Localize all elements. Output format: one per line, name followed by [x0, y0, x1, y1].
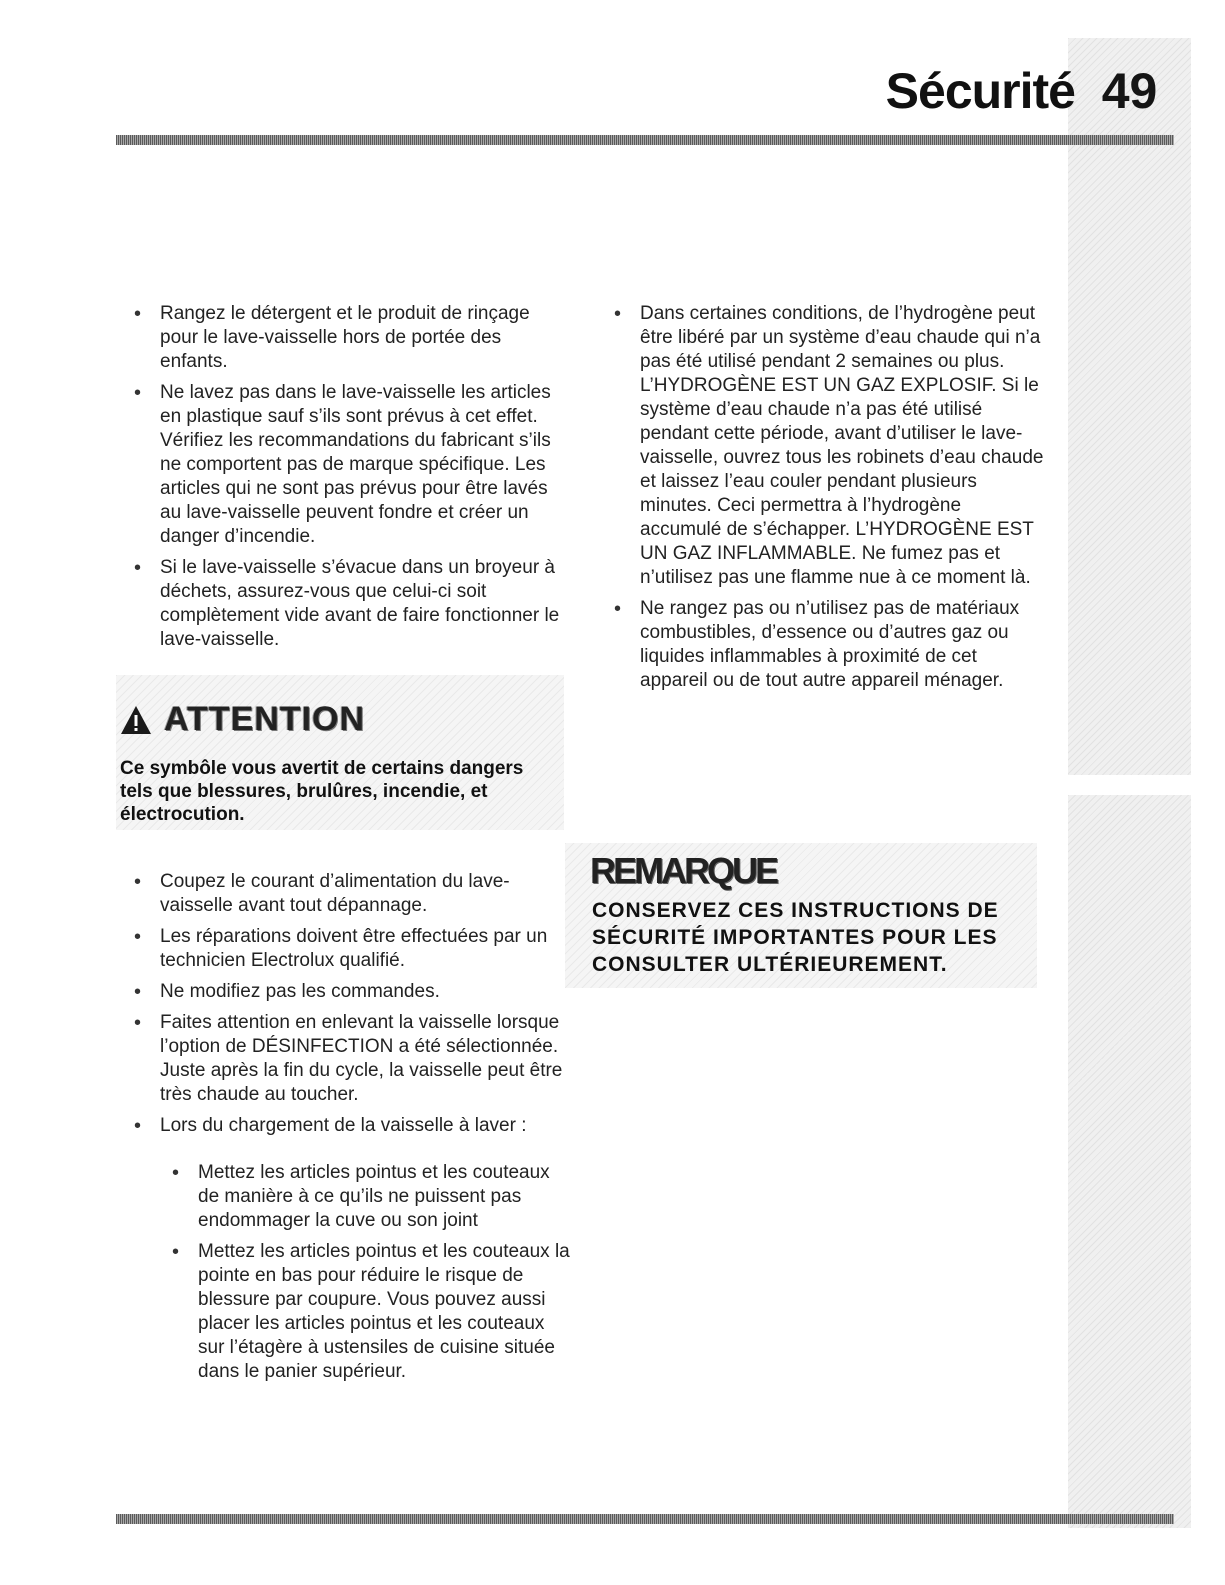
header-rule: [116, 135, 1174, 145]
list-item: • Ne rangez pas ou n’utilisez pas de matériaux combustibles, d’essence ou d’autres gaz ou liquides inflammables à proximité de cet appareil ou de tout autre appareil ménager.: [610, 597, 1045, 693]
side-tab-gap: [1068, 775, 1191, 795]
footer-rule: [116, 1514, 1174, 1524]
page-number: 49: [1101, 63, 1158, 119]
right-list: [610, 302, 1045, 700]
list-item: • Ne modifiez pas les commandes.: [130, 980, 565, 1004]
warning-triangle-icon: [120, 705, 152, 735]
attention-heading: [120, 700, 365, 739]
list-item: • Mettez les articles pointus et les couteaux la pointe en bas pour réduire le risque de blessure par coupure. Vous pouvez aussi placer les articles pointus et les couteaux sur l’étagère à ustensiles de cuisine située dans le panier supérieur.: [168, 1240, 573, 1384]
list-item: • Les réparations doivent être effectuées par un technicien Electrolux qualifié.: [130, 925, 565, 973]
list-item: • Coupez le courant d’alimentation du lave-vaisselle avant tout dépannage.: [130, 870, 565, 918]
list-item: • Rangez le détergent et le produit de rinçage pour le lave-vaisselle hors de portée des enfants.: [130, 302, 565, 374]
list-item: • Ne lavez pas dans le lave-vaisselle les articles en plastique sauf s’ils sont prévus à cet effet. Vérifiez les recommandations du fabricant s’ils ne comportent pas de marque spécifique. Les articles qui ne sont pas prévus pour être lavés au lave-vaisselle peuvent fondre et créer un danger d’incendie.: [130, 381, 565, 549]
left-bottom-list: [130, 870, 565, 1145]
list-item: • Faites attention en enlevant la vaisselle lorsque l’option de DÉSINFECTION a été sélectionnée. Juste après la fin du cycle, la vaisselle peut être très chaude au toucher.: [130, 1011, 565, 1107]
remarque-text: CONSERVEZ CES INSTRUCTIONS DE SÉCURITÉ IMPORTANTES POUR LES CONSULTER ULTÉRIEUREMENT.: [592, 899, 999, 976]
attention-text: Ce symbôle vous avertit de certains dangers tels que blessures, brulûres, incendie, et électrocution.: [120, 758, 524, 825]
page-title: Sécurité: [885, 63, 1075, 119]
list-item: • Dans certaines conditions, de l’hydrogène peut être libéré par un système d’eau chaude qui n’a pas été utilisé pendant 2 semaines ou plus. L’HYDROGÈNE EST UN GAZ EXPLOSIF. Si le système d’eau chaude n’a pas été utilisé pendant cette période, avant d’utiliser le lave-vaisselle, ouvrez tous les robinets d’eau chaude et laissez l’eau couler pendant plusieurs minutes. Ceci permettra à l’hydrogène accumulé de s’échapper. L’HYDROGÈNE EST UN GAZ INFLAMMABLE. Ne fumez pas et n’utilisez pas une flamme nue à ce moment là.: [610, 302, 1045, 590]
sub-list: [168, 1161, 573, 1391]
left-top-list: [130, 302, 565, 659]
list-item: • Si le lave-vaisselle s’évacue dans un broyeur à déchets, assurez-vous que celui-ci soit complètement vide avant de faire fonctionner le lave-vaisselle.: [130, 556, 565, 652]
attention-title: ATTENTION: [164, 700, 366, 738]
list-item: • Mettez les articles pointus et les couteaux de manière à ce qu’ils ne puissent pas endommager la cuve ou son joint: [168, 1161, 573, 1233]
list-item: • Lors du chargement de la vaisselle à laver :: [130, 1114, 565, 1138]
remarque-title: REMARQUE: [590, 850, 777, 891]
